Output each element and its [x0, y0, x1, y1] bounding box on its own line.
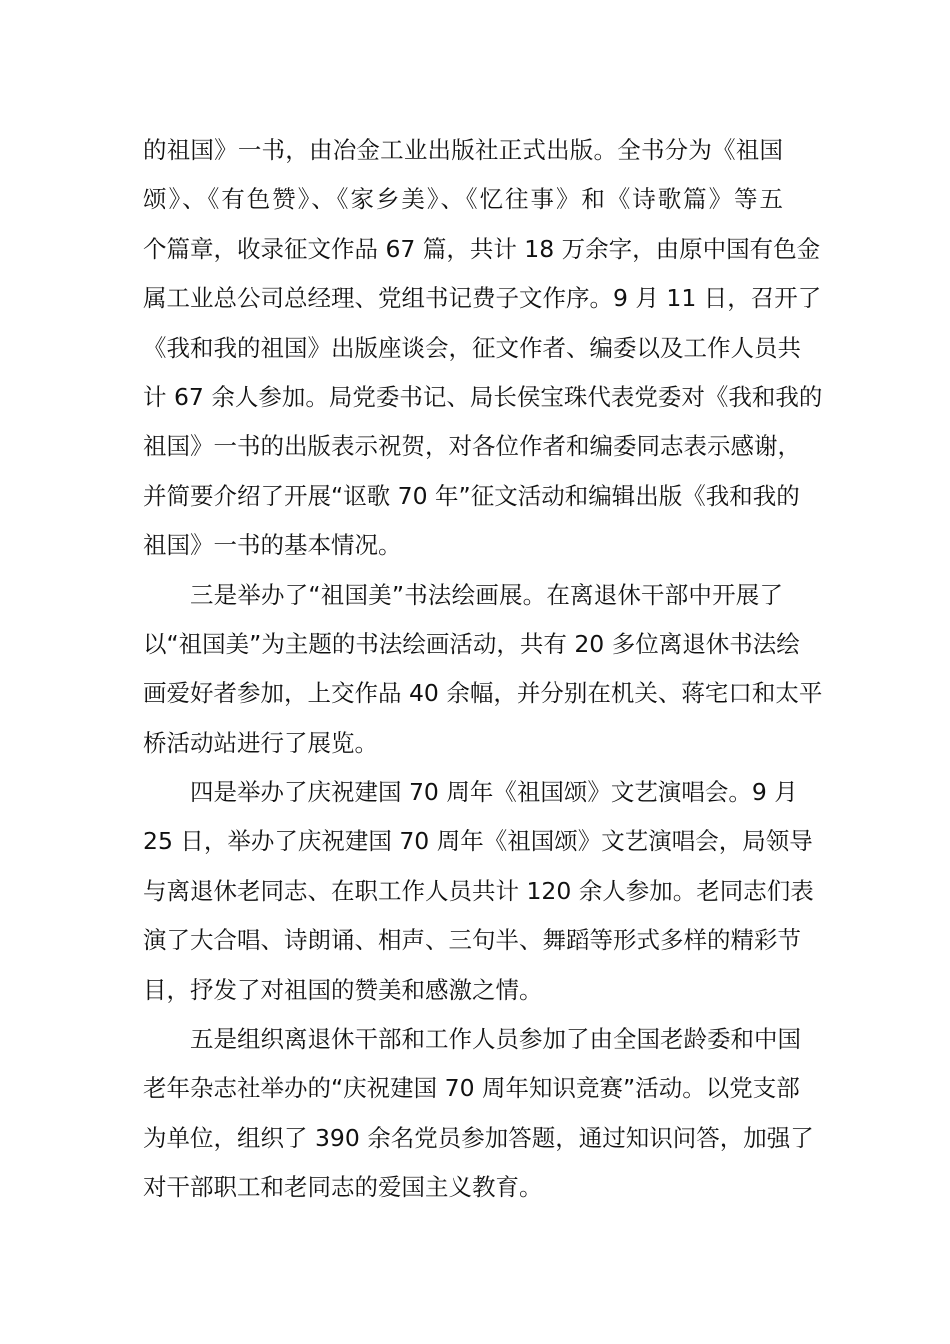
text-line: 对干部职工和老同志的爱国主义教育。: [143, 1173, 543, 1202]
text-line: 祖国》一书的出版表示祝贺，对各位作者和编委同志表示感谢，: [143, 432, 801, 461]
text-line: 画爱好者参加，上交作品 40 余幅，并分别在机关、蒋宅口和太平: [143, 679, 823, 708]
text-line: 的祖国》一书，由冶金工业出版社正式出版。全书分为《祖国: [143, 136, 783, 164]
paragraph-concert: [143, 768, 814, 1015]
paragraph-knowledge-contest: [143, 1015, 814, 1213]
text-line: 属工业总公司总经理、党组书记费子文作序。9 月 11 日，召开了: [143, 284, 822, 313]
text-line: 老年杂志社举办的“庆祝建国 70 周年知识竞赛”活动。以党支部: [143, 1074, 800, 1103]
text-line: 为单位，组织了 390 余名党员参加答题，通过知识问答，加强了: [143, 1123, 814, 1152]
text-line: 演了大合唱、诗朗诵、相声、三句半、舞蹈等形式多样的精彩节: [143, 926, 801, 955]
text-line: 个篇章，收录征文作品 67 篇，共计 18 万余字，由原中国有色金: [143, 234, 821, 263]
text-line: 五是组织离退休干部和工作人员参加了由全国老龄委和中国: [190, 1025, 801, 1054]
text-line: 以“祖国美”为主题的书法绘画活动，共有 20 多位离退休书法绘: [143, 629, 800, 658]
document-body: [143, 126, 823, 1213]
paragraph-book-publication: [143, 126, 823, 571]
text-line: 颂》、《有色赞》、《家乡美》、《忆往事》和《诗歌篇》等五: [143, 185, 783, 214]
paragraph-calligraphy-exhibition: [143, 571, 823, 769]
text-line: 目，抒发了对祖国的赞美和感激之情。: [143, 975, 543, 1004]
text-line: 与离退休老同志、在职工作人员共计 120 余人参加。老同志们表: [143, 876, 814, 905]
text-line: 桥活动站进行了展览。: [143, 728, 378, 757]
text-line: 25 日，举办了庆祝建国 70 周年《祖国颂》文艺演唱会，局领导: [143, 827, 813, 856]
text-line: 祖国》一书的基本情况。: [143, 531, 402, 560]
text-line: 三是举办了“祖国美”书法绘画展。在离退休干部中开展了: [190, 580, 783, 609]
text-line: 计 67 余人参加。局党委书记、局长侯宝珠代表党委对《我和我的: [143, 382, 823, 411]
text-line: 四是举办了庆祝建国 70 周年《祖国颂》文艺演唱会。9 月: [190, 778, 798, 807]
text-line: 并简要介绍了开展“讴歌 70 年”征文活动和编辑出版《我和我的: [143, 481, 800, 510]
text-line: 《我和我的祖国》出版座谈会，征文作者、编委以及工作人员共: [143, 333, 801, 362]
